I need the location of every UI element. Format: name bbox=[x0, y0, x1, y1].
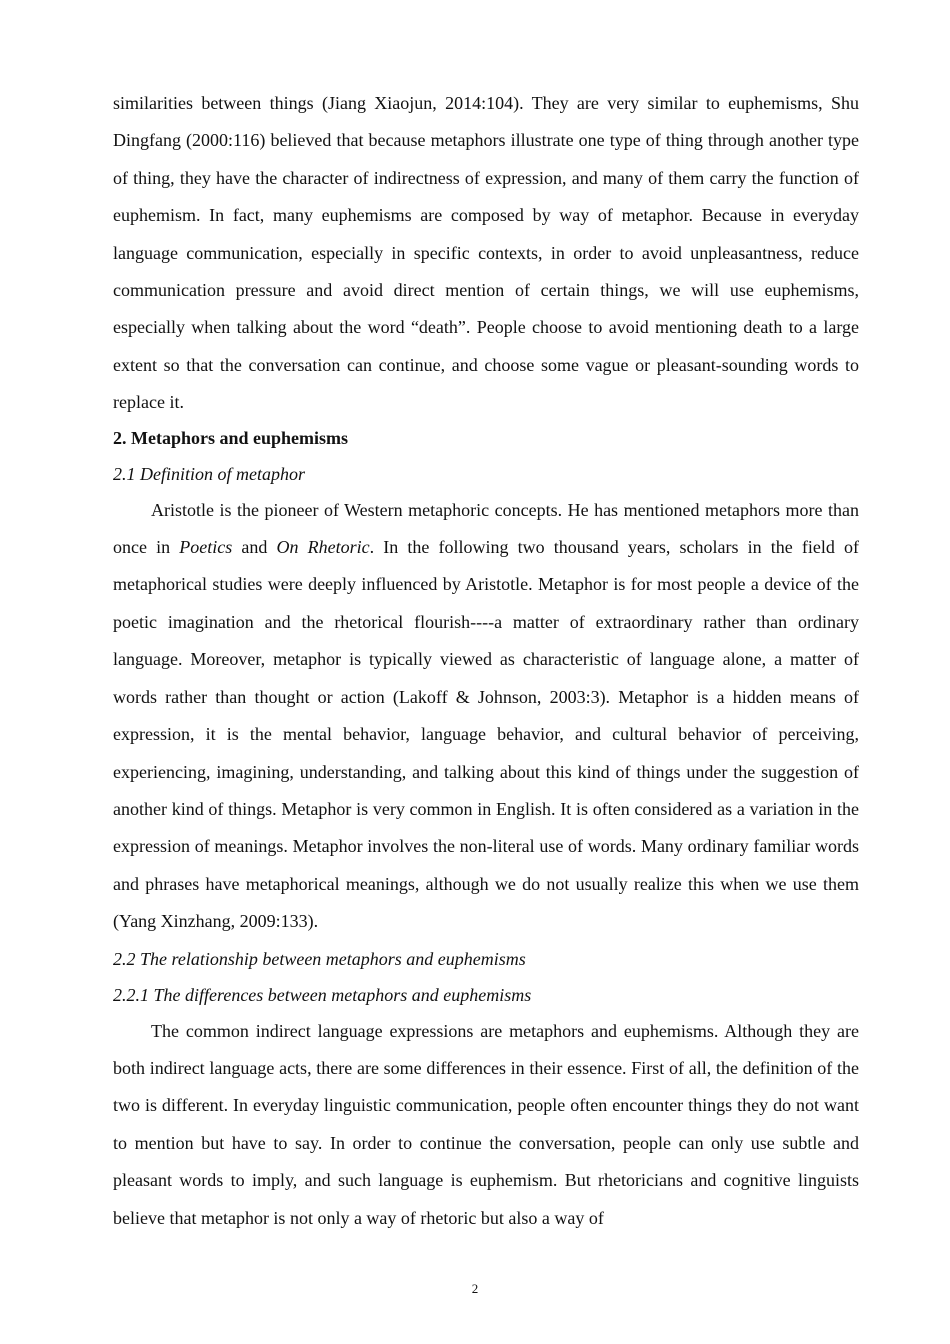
paragraph-2-text-a: Aristotle is the pioneer of Western metaphoric concepts. He has mentioned metaphors more than once in bbox=[113, 499, 859, 558]
paragraph-2-text-b: and bbox=[232, 537, 277, 558]
section-heading-2: 2. Metaphors and euphemisms bbox=[113, 427, 349, 448]
body-paragraph-2 bbox=[113, 492, 859, 941]
body-paragraph-1: similarities between things (Jiang Xiaojun, 2014:104). They are very similar to euphemisms, Shu Dingfang (2000:116) believed that because metaphors illustrate one type of thing through another type of thing, they have the character of indirectness of expression, and many of them carry the function of euphemism. In fact, many euphemisms are composed by way of metaphor. Because in everyday language communication, especially in specific contexts, in order to avoid unpleasantness, reduce communication pressure and avoid direct mention of certain things, we will use euphemisms, especially when talking about the word “death”. People choose to avoid mentioning death to a large extent so that the conversation can continue, and choose some vague or pleasant-sounding words to replace it. bbox=[113, 93, 859, 413]
page-number: 2 bbox=[471, 1281, 479, 1296]
body-paragraph-3: The common indirect language expressions are metaphors and euphemisms. Although they are both indirect language acts, there are some differences in their essence. First of all, the definition of the two is different. In everyday linguistic communication, people often encounter things they do not want to mention but have to say. In order to continue the conversation, people can only use subtle and pleasant words to imply, and such language is euphemism. But rhetoricians and cognitive linguists believe that metaphor is not only a way of rhetoric but also a way of bbox=[113, 1020, 859, 1228]
subsection-heading-2-1: 2.1 Definition of metaphor bbox=[113, 463, 305, 484]
book-title-on-rhetoric: On Rhetoric bbox=[276, 537, 370, 558]
subsection-heading-2-2: 2.2 The relationship between metaphors and euphemisms bbox=[113, 948, 526, 969]
book-title-poetics: Poetics bbox=[179, 537, 233, 558]
paragraph-2-text-c: . In the following two thousand years, scholars in the field of metaphorical studies were deeply influenced by Aristotle. Metaphor is for most people a device of the poetic imagination and the rhetorical flourish----a matter of extraordinary rather than ordinary language. Moreover, metaphor is typically viewed as characteristic of language alone, a matter of words rather than thought or action (Lakoff & Johnson, 2003:3). Metaphor is a hidden means of expression, it is the mental behavior, language behavior, and cultural behavior of perceiving, experiencing, imagining, understanding, and talking about this kind of things under the suggestion of another kind of things. Metaphor is very common in English. It is often considered as a variation in the expression of meanings. Metaphor involves the non-literal use of words. Many ordinary familiar words and phrases have metaphorical meanings, although we do not usually realize this when we use them (Yang Xinzhang, 2009:133). bbox=[113, 537, 859, 932]
subsection-heading-2-2-1: 2.2.1 The differences between metaphors and euphemisms bbox=[113, 984, 532, 1005]
document-body bbox=[113, 85, 859, 1237]
